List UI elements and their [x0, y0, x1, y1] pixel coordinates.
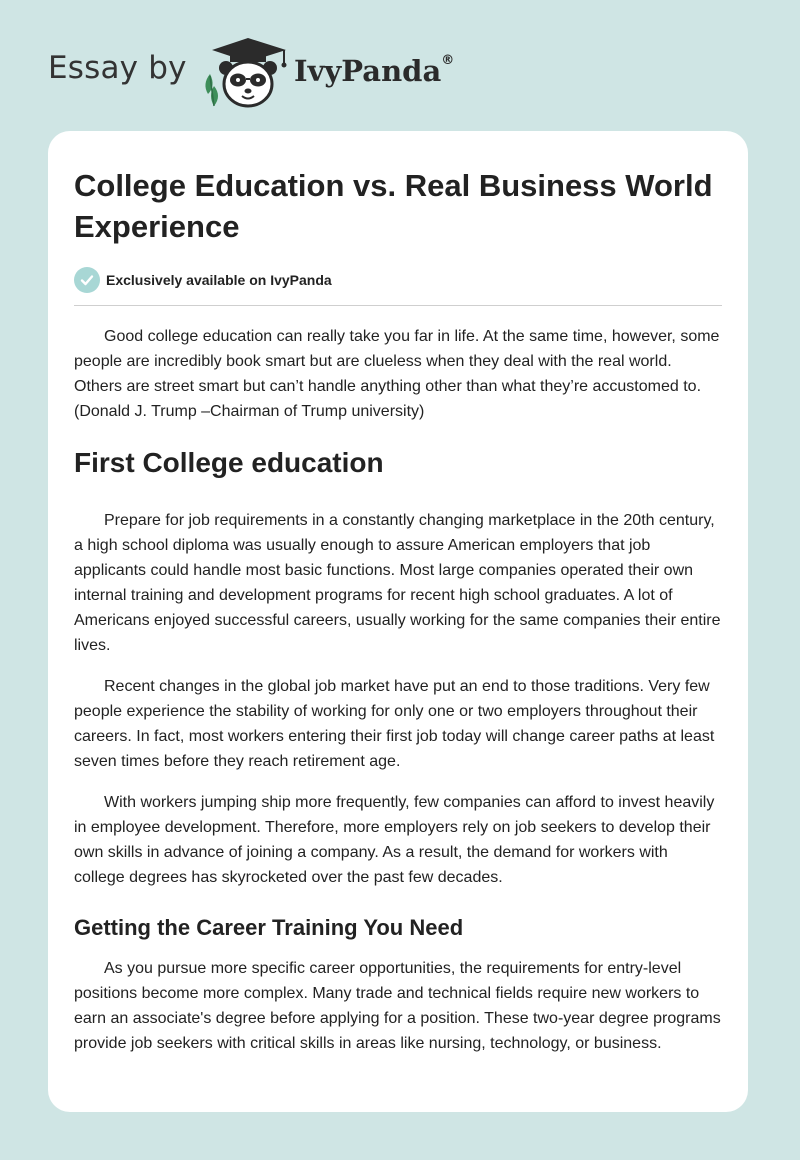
- paragraph: As you pursue more specific career opportunities, the requirements for entry-level positions become more complex. Many trade and technical fields require new workers to earn an associate's degree before applying for a position. These two-year degree programs provide job seekers with critical skills in areas like nursing, technology, or business.: [74, 960, 721, 1052]
- registered-mark: ®: [441, 53, 455, 69]
- exclusive-label: Exclusively available on IvyPanda: [106, 272, 332, 288]
- section-heading-career-training: Getting the Career Training You Need: [74, 915, 464, 940]
- exclusive-badge: [74, 267, 722, 293]
- paragraph: Recent changes in the global job market have put an end to those traditions. Very few people experience the stability of working for only one or two employers throughout their careers. In fact, most workers entering their first job today will change career paths at least seven times before they reach retirement age.: [74, 678, 715, 770]
- check-circle-icon: [74, 267, 100, 293]
- essay-by-label: Essay by: [48, 50, 187, 86]
- site-header: [0, 0, 800, 130]
- intro-paragraph: Good college education can really take you far in life. At the same time, however, some people are incredibly book smart but are clueless when they deal with the real world. Others are street smart but can’t handle anything other than what they’re accustomed to. (Donald J. Trump –Chairman of Trump university): [74, 328, 720, 420]
- article-card: [48, 131, 748, 1112]
- divider: [74, 305, 722, 306]
- paragraph: Prepare for job requirements in a constantly changing marketplace in the 20th century, a high school diploma was usually enough to assure American employers that job applicants could handle most basic functions. Most large companies operated their own internal training and development programs for recent high school graduates. A lot of Americans enjoyed successful careers, usually working for the same companies their entire lives.: [74, 512, 721, 654]
- paragraph: With workers jumping ship more frequently, few companies can afford to invest heavily in employee development. Therefore, more employers rely on job seekers to develop their own skills in advance of joining a company. As a result, the demand for workers with college degrees has skyrocketed over the past few decades.: [74, 794, 715, 886]
- panda-logo-icon: [200, 34, 292, 110]
- article-title: College Education vs. Real Business World Experience: [74, 168, 713, 244]
- brand-logo-text[interactable]: [294, 54, 454, 88]
- brand-name: IvyPanda: [294, 54, 442, 88]
- section-heading-first-college-education: First College education: [74, 447, 384, 478]
